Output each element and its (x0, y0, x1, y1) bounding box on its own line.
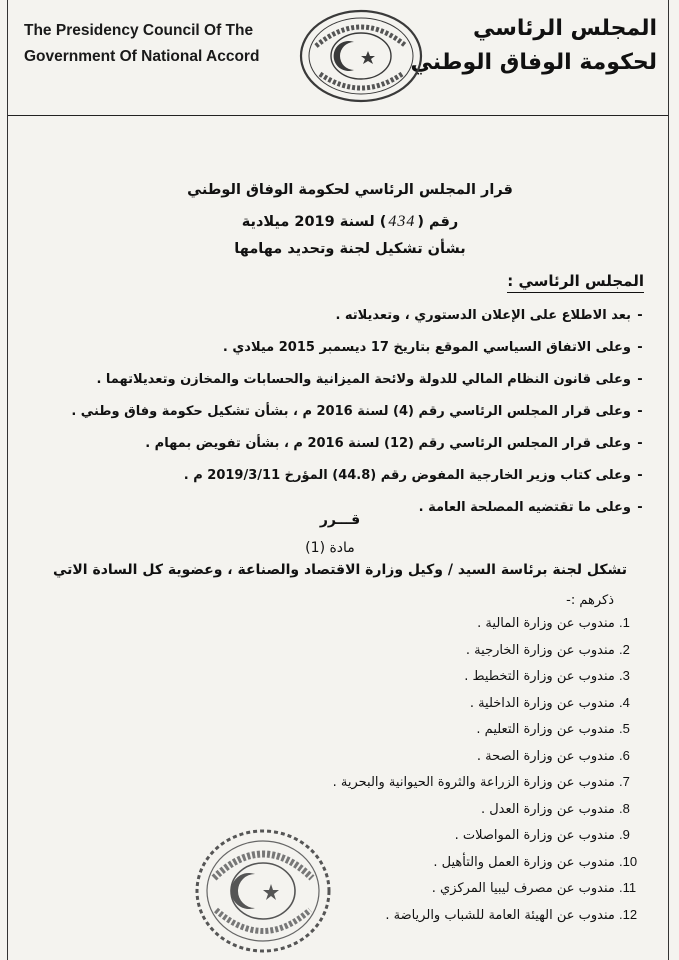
member-item (221, 663, 641, 690)
clause-text: وعلى قانون النظام المالي للدولة ولائحة الميزانية والحسابات والمخازن وتعديلاتهما . (96, 372, 631, 387)
arabic-letterhead-line-1: المجلس الرئاسي (472, 16, 657, 41)
english-letterhead-line-1: The Presidency Council Of The (24, 22, 254, 39)
preamble-clauses (71, 300, 649, 524)
member-text: مندوب عن وزارة المواصلات . (454, 828, 615, 843)
member-text: مندوب عن وزارة التعليم . (476, 722, 615, 737)
member-number: 5. (619, 721, 630, 736)
decision-number-prefix: رقم ( (417, 214, 459, 230)
clause-text: وعلى ما تقتضيه المصلحة العامة . (418, 500, 631, 515)
member-text: مندوب عن وزارة الخارجية . (465, 642, 615, 658)
decision-subject: بشأن تشكيل لجنة وتحديد مهامها (234, 241, 466, 257)
member-text: مندوب عن وزارة العدل . (480, 801, 615, 817)
clause-item: -وعلى قانون النظام المالي للدولة ولائحة الميزانية والحسابات والمخازن وتعديلاتهما . (96, 372, 643, 387)
member-number: 2. (619, 641, 630, 657)
arabic-letterhead-line-2: لحكومة الوفاق الوطني (410, 50, 657, 75)
clause-item: -وعلى الاتفاق السياسي الموقع بتاريخ 17 ديسمبر 2015 ميلادي . (222, 340, 643, 355)
member-item (221, 743, 641, 770)
decision-number-line (150, 213, 550, 231)
bottom-stamp-seal-icon (192, 826, 334, 956)
clause-item: -وعلى قرار المجلس الرئاسي رقم (12) لسنة 2016 م ، بشأن تفويض بمهام . (145, 436, 643, 451)
member-text: مندوب عن وزارة التخطيط . (464, 669, 615, 684)
member-text: مندوب عن الهيئة العامة للشباب والرياضة . (385, 907, 615, 923)
decision-heading: قـــرر (319, 512, 361, 528)
clause-item: -وعلى قرار المجلس الرئاسي رقم (4) لسنة 2016 م ، بشأن تشكيل حكومة وفاق وطني . (71, 404, 643, 419)
decision-number: 434 (388, 213, 416, 230)
members-intro: ذكرهم :- (566, 593, 614, 608)
member-number: 9. (619, 827, 630, 842)
clause-item: -وعلى كتاب وزير الخارجية المفوض رقم (44.8) المؤرخ 2019/3/11 م . (183, 468, 643, 483)
member-number: 4. (619, 694, 630, 710)
member-text: مندوب عن مصرف ليبيا المركزي . (431, 881, 615, 896)
header-divider (8, 115, 668, 116)
member-number: 12. (619, 906, 638, 922)
member-item (221, 716, 641, 743)
member-text: مندوب عن وزارة العمل والتأهيل . (433, 854, 615, 870)
member-number: 7. (619, 774, 630, 789)
member-item (221, 637, 641, 664)
english-letterhead-line-2: Government Of National Accord (24, 48, 260, 65)
member-text: مندوب عن وزارة الداخلية . (469, 695, 615, 711)
member-text: مندوب عن وزارة المالية . (477, 616, 615, 631)
clause-text: وعلى كتاب وزير الخارجية المفوض رقم (44.8) المؤرخ 2019/3/11 م . (183, 468, 631, 483)
clause-text: وعلى قرار المجلس الرئاسي رقم (4) لسنة 2016 م ، بشأن تشكيل حكومة وفاق وطني . (71, 404, 631, 419)
decision-number-suffix: ) لسنة 2019 ميلادية (241, 214, 387, 230)
member-number: 11. (619, 880, 637, 895)
arabic-letterhead (411, 12, 657, 80)
member-item (221, 610, 641, 637)
clause-item: -وعلى ما تقتضيه المصلحة العامة . (418, 500, 643, 515)
clause-text: وعلى الاتفاق السياسي الموقع بتاريخ 17 ديسمبر 2015 ميلادي . (222, 340, 631, 355)
left-margin-line (7, 0, 8, 960)
council-label-text: المجلس الرئاسي : (507, 272, 644, 293)
member-number: 10. (619, 853, 638, 869)
member-number: 8. (619, 800, 630, 816)
clause-item: -بعد الاطلاع على الإعلان الدستوري ، وتعديلاته . (335, 308, 643, 323)
member-text: مندوب عن وزارة الصحة . (476, 748, 615, 764)
article-heading: مادة (1) (305, 540, 355, 556)
top-emblem-seal-icon (296, 6, 426, 106)
english-letterhead (24, 18, 259, 70)
member-item (221, 769, 641, 796)
committee-formation-text: تشكل لجنة برئاسة السيد / وكيل وزارة الاقتصاد والصناعة ، وعضوية كل السادة الاتي (52, 562, 627, 578)
member-number: 1. (619, 615, 630, 630)
member-item (221, 690, 641, 717)
member-item (221, 796, 641, 823)
clause-text: بعد الاطلاع على الإعلان الدستوري ، وتعديلاته . (335, 308, 631, 323)
member-number: 6. (619, 747, 630, 763)
council-label (507, 272, 644, 290)
clause-text: وعلى قرار المجلس الرئاسي رقم (12) لسنة 2016 م ، بشأن تفويض بمهام . (145, 436, 631, 451)
decision-title: قرار المجلس الرئاسي لحكومة الوفاق الوطني (187, 182, 513, 198)
member-number: 3. (619, 668, 630, 683)
member-text: مندوب عن وزارة الزراعة والثروة الحيوانية والبحرية . (332, 775, 615, 790)
right-margin-line (668, 0, 669, 960)
